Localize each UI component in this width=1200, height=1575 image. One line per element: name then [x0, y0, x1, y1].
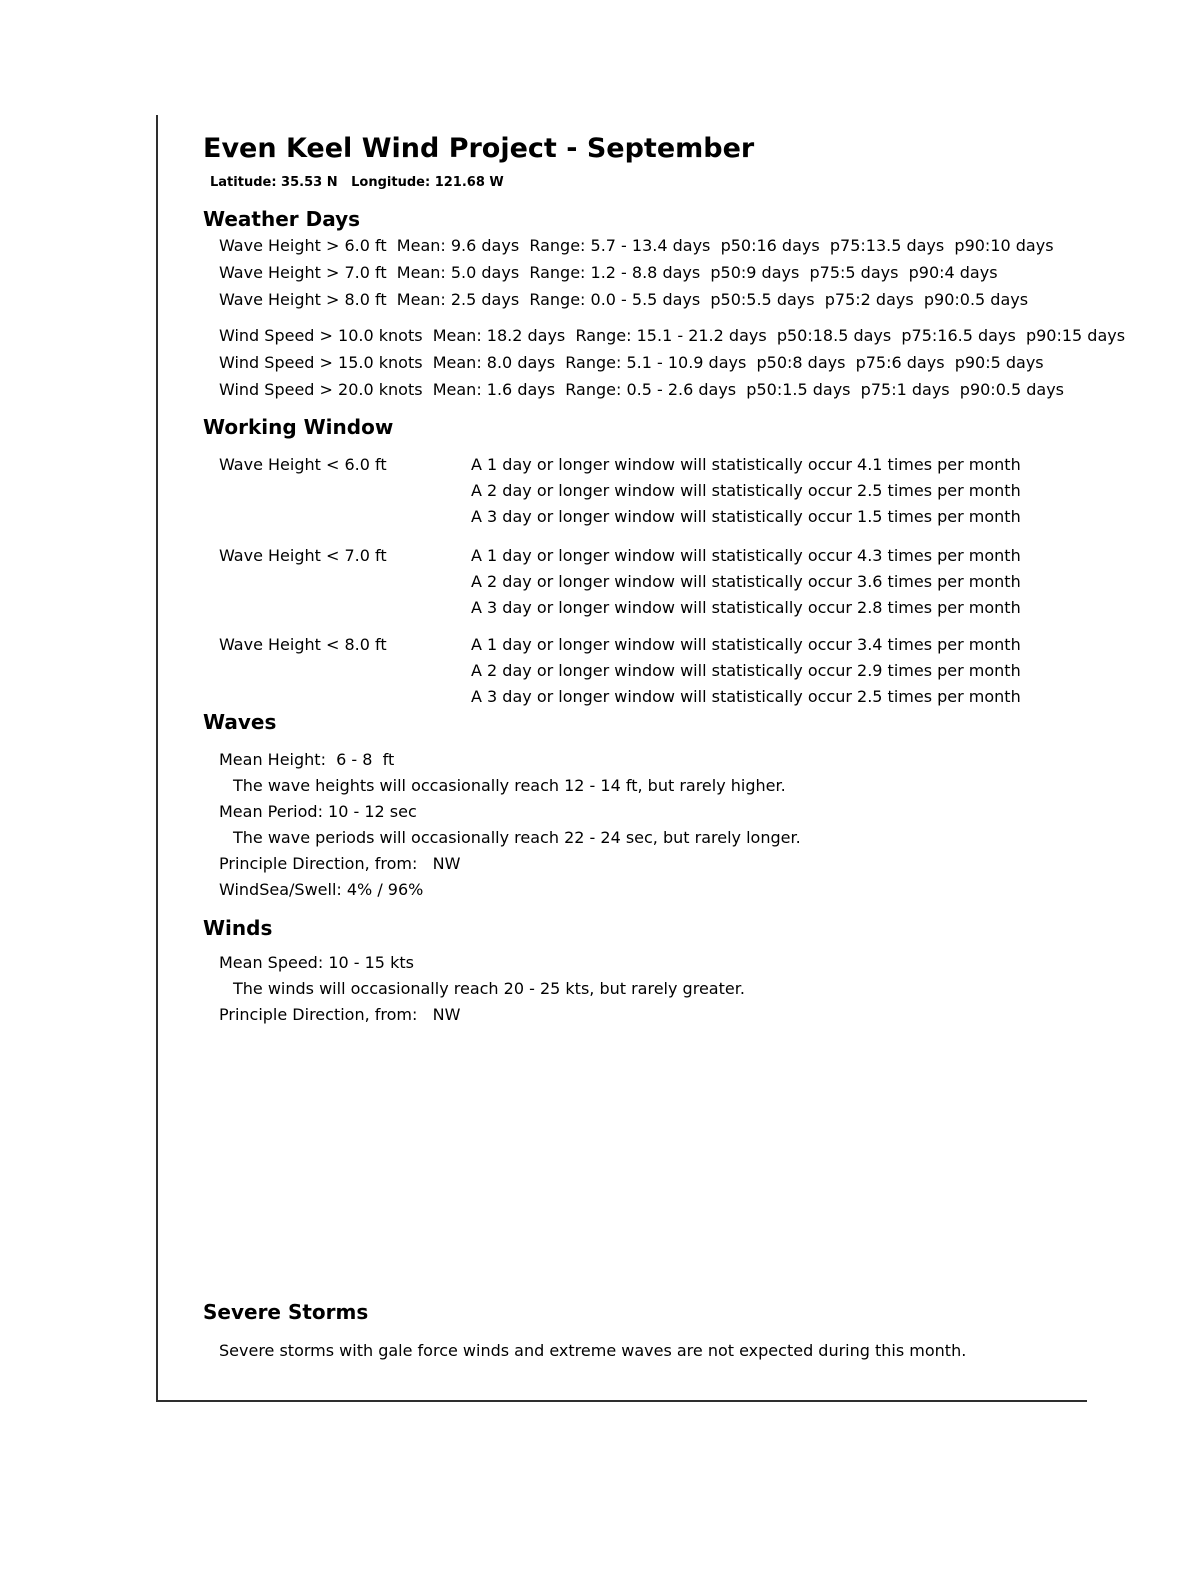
working-window-statement: A 2 day or longer window will statistically occur 2.5 times per month	[471, 481, 1021, 500]
wind-speed-stat-line: Wind Speed > 15.0 knots Mean: 8.0 days Range: 5.1 - 10.9 days p50:8 days p75:6 days p90:5 days	[219, 353, 1044, 372]
working-window-group	[203, 632, 1188, 710]
location-line: Latitude: 35.53 N Longitude: 121.68 W	[210, 175, 504, 190]
working-window-statement: A 3 day or longer window will statistically occur 1.5 times per month	[471, 507, 1021, 526]
wave-height-stat-line: Wave Height > 6.0 ft Mean: 9.6 days Range: 5.7 - 13.4 days p50:16 days p75:13.5 days p90:10 days	[219, 236, 1054, 255]
working-window-threshold-label: Wave Height < 8.0 ft	[219, 635, 387, 654]
working-window-group	[203, 543, 1188, 621]
mean-height-line: Mean Height: 6 - 8 ft	[219, 750, 395, 769]
working-window-threshold-label: Wave Height < 7.0 ft	[219, 546, 387, 565]
section-heading-waves: Waves	[203, 710, 277, 734]
working-window-threshold-label: Wave Height < 6.0 ft	[219, 455, 387, 474]
working-window-statements	[471, 452, 1188, 530]
page-title: Even Keel Wind Project - September	[203, 133, 755, 164]
working-window-statement: A 1 day or longer window will statistically occur 4.3 times per month	[471, 546, 1021, 565]
winds-block	[203, 950, 1188, 1028]
windsea-swell-line: WindSea/Swell: 4% / 96%	[219, 880, 424, 899]
working-window-statement: A 1 day or longer window will statistically occur 4.1 times per month	[471, 455, 1021, 474]
section-heading-working-window: Working Window	[203, 415, 394, 439]
wave-height-stat-line: Wave Height > 8.0 ft Mean: 2.5 days Range: 0.0 - 5.5 days p50:5.5 days p75:2 days p90:0.5 days	[219, 290, 1029, 309]
mean-period-line: Mean Period: 10 - 12 sec	[219, 802, 417, 821]
severe-storms-text: Severe storms with gale force winds and extreme waves are not expected during this month.	[219, 1341, 967, 1360]
wind-note-line: The winds will occasionally reach 20 - 25 kts, but rarely greater.	[233, 979, 745, 998]
working-window-statement: A 2 day or longer window will statistically occur 2.9 times per month	[471, 661, 1021, 680]
wave-height-note-line: The wave heights will occasionally reach 12 - 14 ft, but rarely higher.	[233, 776, 786, 795]
wind-speed-stat-line: Wind Speed > 20.0 knots Mean: 1.6 days Range: 0.5 - 2.6 days p50:1.5 days p75:1 days p90:0.5 days	[219, 380, 1064, 399]
section-heading-weather-days: Weather Days	[203, 207, 361, 231]
severe-storms-block	[203, 1338, 1188, 1364]
mean-speed-line: Mean Speed: 10 - 15 kts	[219, 953, 414, 972]
working-window-statement: A 2 day or longer window will statistically occur 3.6 times per month	[471, 572, 1021, 591]
wind-direction-line: Principle Direction, from: NW	[219, 1005, 461, 1024]
section-heading-severe-storms: Severe Storms	[203, 1300, 369, 1324]
wave-period-note-line: The wave periods will occasionally reach 22 - 24 sec, but rarely longer.	[233, 828, 801, 847]
wind-speed-stat-line: Wind Speed > 10.0 knots Mean: 18.2 days Range: 15.1 - 21.2 days p50:18.5 days p75:16.5 days p90:15 days	[219, 326, 1126, 345]
wave-height-stat-line: Wave Height > 7.0 ft Mean: 5.0 days Range: 1.2 - 8.8 days p50:9 days p75:5 days p90:4 days	[219, 263, 998, 282]
page-left-border	[156, 115, 158, 1402]
working-window-statement: A 3 day or longer window will statistically occur 2.8 times per month	[471, 598, 1021, 617]
working-window-statements	[471, 543, 1188, 621]
working-window-statement: A 1 day or longer window will statistically occur 3.4 times per month	[471, 635, 1021, 654]
waves-block	[203, 747, 1188, 903]
page-bottom-border	[156, 1400, 1087, 1402]
working-window-statement: A 3 day or longer window will statistically occur 2.5 times per month	[471, 687, 1021, 706]
wind-speed-stats-block	[203, 322, 1188, 403]
section-heading-winds: Winds	[203, 916, 273, 940]
report-content	[203, 0, 1188, 1364]
working-window-statements	[471, 632, 1188, 710]
wave-direction-line: Principle Direction, from: NW	[219, 854, 461, 873]
working-window-group	[203, 452, 1188, 530]
wave-height-stats-block	[203, 232, 1188, 313]
